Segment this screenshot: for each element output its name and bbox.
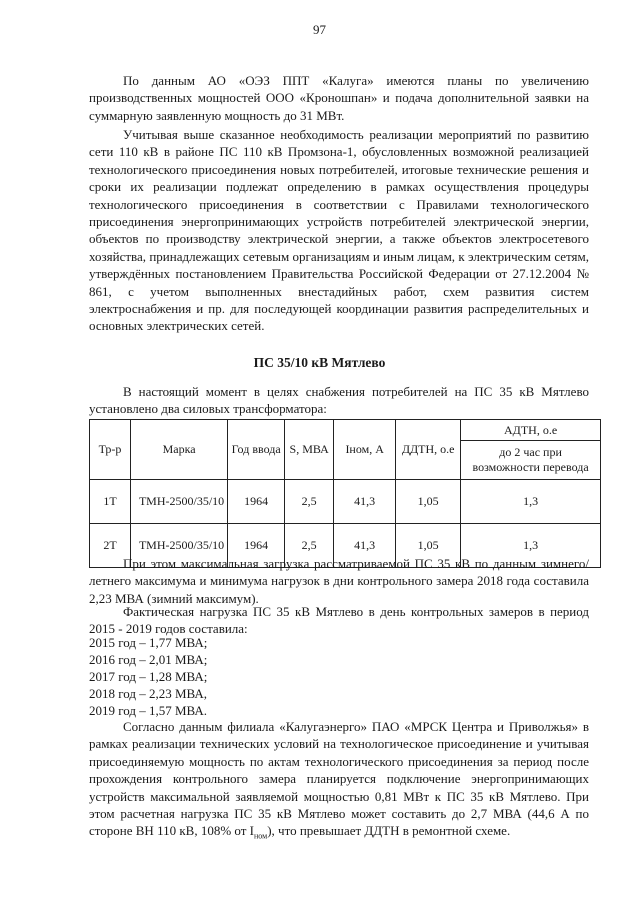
transformer-table [89, 419, 601, 568]
inom-subscript: ном [254, 832, 268, 842]
cell-ddtn: 1,05 [396, 480, 461, 524]
paragraph-actual-load: Фактическая нагрузка ПС 35 кВ Мятлево в день контрольных замеров в период 2015 - 2019 годов составила: [89, 604, 589, 637]
cell-marka: ТМН-2500/35/10 [131, 480, 228, 524]
table-row [90, 480, 601, 524]
section-heading: ПС 35/10 кВ Мятлево [253, 355, 386, 370]
cell-s: 2,5 [285, 524, 334, 568]
header-ddtn: ДДТН, о.е [396, 420, 461, 480]
paragraph-calculated-load-end: ), что превышает ДДТН в ремонтной схеме. [267, 823, 511, 839]
cell-god: 1964 [228, 524, 285, 568]
list-item: 2019 год – 1,57 МВА. [89, 703, 208, 718]
cell-adtn: 1,3 [461, 480, 601, 524]
cell-s: 2,5 [285, 480, 334, 524]
header-trp: Тр-р [90, 420, 131, 480]
paragraph-max-load: При этом максимальная загрузка рассматриваемой ПС 35 кВ по данным зимнего/летнего максимума и минимума нагрузок в дни контрольного замера 2018 года составила 2,23 МВА (зимний максимум). [89, 556, 589, 606]
header-adtn: АДТН, о.е [461, 420, 601, 441]
table-header-row [90, 420, 601, 441]
header-marka: Марка [131, 420, 228, 480]
cell-adtn: 1,3 [461, 524, 601, 568]
list-item: 2018 год – 2,23 МВА, [89, 686, 208, 701]
header-inom: Iном, А [334, 420, 396, 480]
cell-god: 1964 [228, 480, 285, 524]
page-number: 97 [313, 22, 326, 37]
header-s: S, МВА [285, 420, 334, 480]
paragraph-transformers-intro: В настоящий момент в целях снабжения потребителей на ПС 35 кВ Мятлево установлено два силовых трансформатора: [89, 384, 589, 417]
header-adtn-sub: до 2 час при возможности перевода [461, 441, 601, 480]
paragraph-network-development: Учитывая выше сказанное необходимость реализации мероприятий по развитию сети 110 кВ в районе ПС 110 кВ Промзона-1, обусловленных возможной реализацией технологического присоединения новых потребителей, итоговые технические решения и сроки их реализации подлежат определению в рамках осуществления процедуры технологического присоединения в соответствии с Правилами технологического присоединения энергопринимающих устройств потребителей электрической энергии, объектов по производству электрической энергии, а также объектов электросетевого хозяйства, принадлежащих сетевым организациям и иным лицам, к электрическим сетям, утверждённых постановлением Правительства Российской Федерации от 27.12.2004 № 861, с учетом выполненных внестадийных работ, схем развития систем электроснабжения и пр. для последующей координации развития распределительных и основных электрических сетей. [89, 127, 589, 334]
cell-marka: ТМН-2500/35/10 [131, 524, 228, 568]
list-item: 2015 год – 1,77 МВА; [89, 635, 208, 650]
cell-trp: 2Т [90, 524, 131, 568]
paragraph-calculated-load-text: Согласно данным филиала «Калугаэнерго» ПАО «МРСК Центра и Приволжья» в рамках реализации технических условий на технологическое присоединение и учитывая присоединяемую мощность по актам технологического присоединения за период после прохождения контрольного замера планируется подключение энергопринимающих устройств максимальной заявляемой мощностью 0,81 МВт к ПС 35 кВ Мятлево. При этом расчетная нагрузка ПС 35 кВ Мятлево может составить до 2,7 МВА (44,6 А по стороне ВН 110 кВ, 108% от I [89, 719, 589, 839]
cell-inom: 41,3 [334, 480, 396, 524]
paragraph-calculated-load [89, 718, 589, 845]
paragraph-kronospan: По данным АО «ОЭЗ ППТ «Калуга» имеются планы по увеличению производственных мощностей ООО «Кроношпан» и подача дополнительной заявки на суммарную заявленную мощность до 31 МВт. [89, 73, 589, 123]
list-item: 2016 год – 2,01 МВА; [89, 652, 208, 667]
yearly-load-list [89, 634, 207, 719]
header-god: Год ввода [228, 420, 285, 480]
cell-inom: 41,3 [334, 524, 396, 568]
cell-ddtn: 1,05 [396, 524, 461, 568]
cell-trp: 1Т [90, 480, 131, 524]
list-item: 2017 год – 1,28 МВА; [89, 669, 208, 684]
